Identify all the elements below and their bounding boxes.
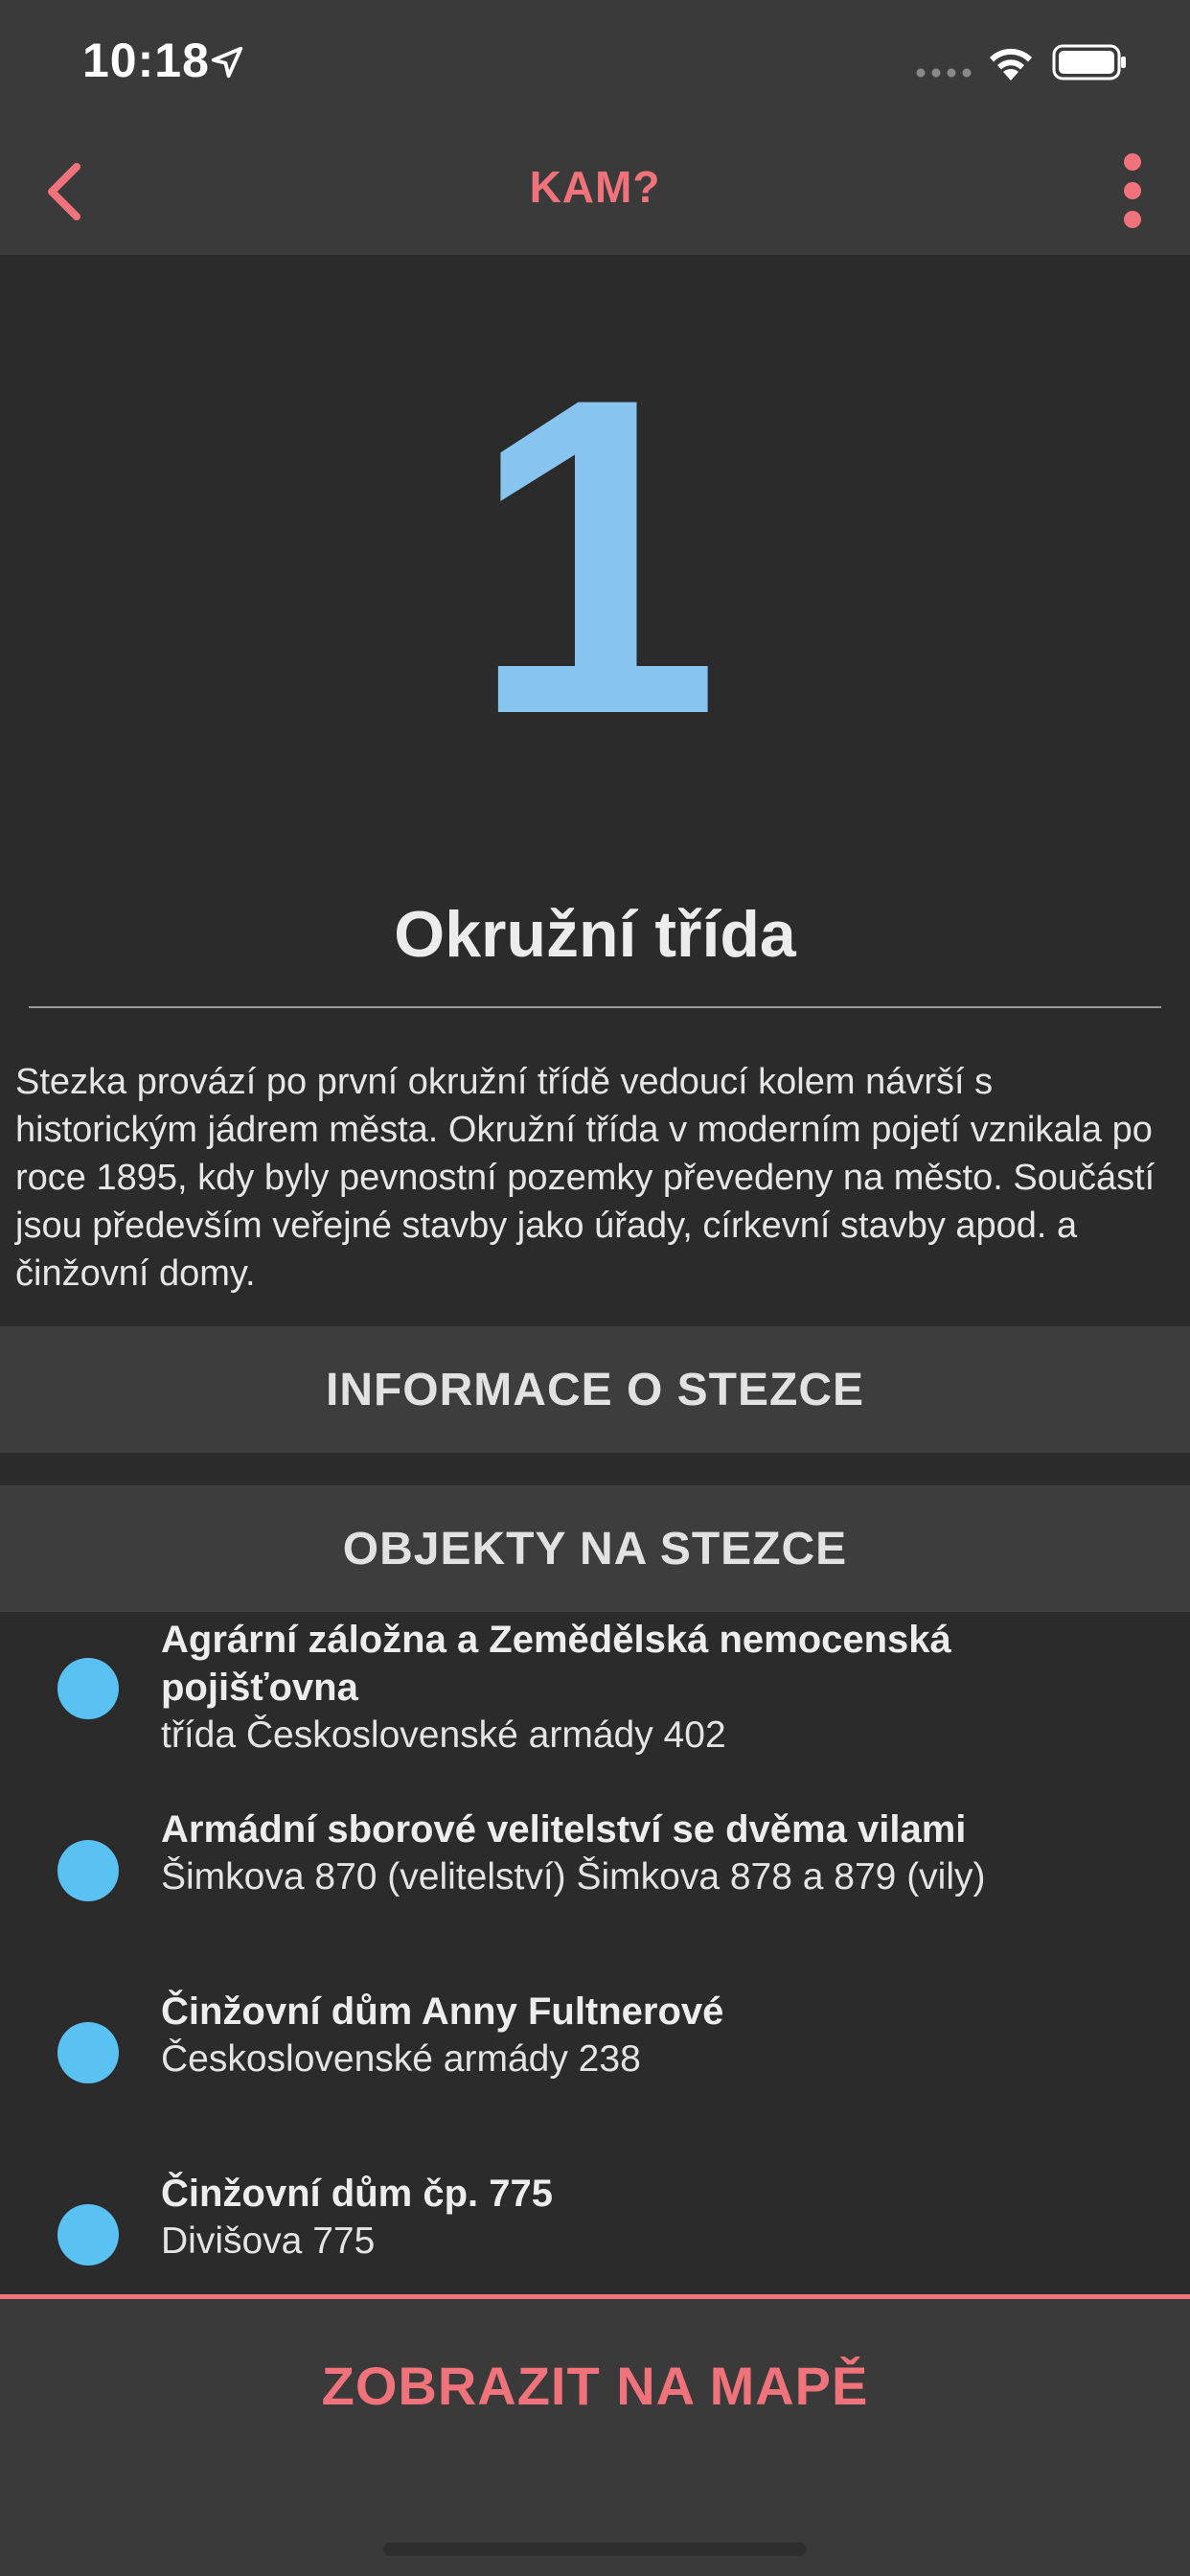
object-text xyxy=(161,1988,1157,2083)
object-marker-dot xyxy=(57,2022,119,2083)
object-text xyxy=(161,1806,1157,1901)
object-name: Armádní sborové velitelství se dvěma vilami xyxy=(161,1808,967,1851)
list-item[interactable] xyxy=(0,1976,1190,2149)
show-on-map-button[interactable]: ZOBRAZIT NA MAPĚ xyxy=(321,2356,869,2416)
object-address: Divišova 775 xyxy=(161,2220,376,2262)
signal-dots-icon xyxy=(916,67,973,79)
bottom-action-bar xyxy=(0,2294,1190,2576)
object-name: Činžovní dům Anny Fultnerové xyxy=(161,1990,724,2033)
status-time: 10:18 xyxy=(82,34,210,87)
wifi-icon xyxy=(985,44,1037,82)
nav-bar xyxy=(0,126,1190,256)
trail-description: Stezka provází po první okružní třídě vedoucí kolem návrší s historickým jádrem města. Okružní třída v moderním pojetí vznikala po roce 1895, kdy byly pevnostní pozemky převedeny na město. Součástí jsou především veřejné stavby jako úřady, církevní stavby apod. a činžovní domy. xyxy=(15,1062,1156,1294)
nav-title: KAM? xyxy=(529,162,661,212)
list-item[interactable] xyxy=(0,2158,1190,2294)
trail-detail-content[interactable] xyxy=(0,255,1190,2294)
trail-number: 1 xyxy=(469,305,721,808)
location-arrow-icon xyxy=(209,44,245,80)
trail-objects-header[interactable]: OBJEKTY NA STEZCE xyxy=(0,1485,1190,1612)
list-item[interactable] xyxy=(0,1794,1190,1966)
object-marker-dot xyxy=(57,2204,119,2266)
object-name: Činžovní dům čp. 775 xyxy=(161,2173,553,2215)
status-bar xyxy=(0,0,1190,126)
more-options-button[interactable] xyxy=(1104,148,1161,234)
battery-icon xyxy=(1052,42,1129,82)
trail-info-button[interactable]: INFORMACE O STEZCE xyxy=(0,1326,1190,1453)
object-address: třída Československé armády 402 xyxy=(161,1714,726,1756)
title-divider xyxy=(29,1006,1161,1008)
object-name: Agrární záložna a Zemědělská nemocenská pojišťovna xyxy=(161,1619,951,1709)
home-indicator[interactable] xyxy=(383,2542,807,2556)
object-text xyxy=(161,1616,1157,1760)
more-vertical-icon xyxy=(1121,152,1144,229)
trail-title: Okružní třída xyxy=(394,898,796,971)
list-item[interactable] xyxy=(0,1612,1190,1784)
object-text xyxy=(161,2170,1157,2266)
object-address: Šimkova 870 (velitelství) Šimkova 878 a 879 (vily) xyxy=(161,1856,986,1898)
object-marker-dot xyxy=(57,1840,119,1901)
object-address: Československé armády 238 xyxy=(161,2038,641,2080)
object-marker-dot xyxy=(57,1658,119,1719)
